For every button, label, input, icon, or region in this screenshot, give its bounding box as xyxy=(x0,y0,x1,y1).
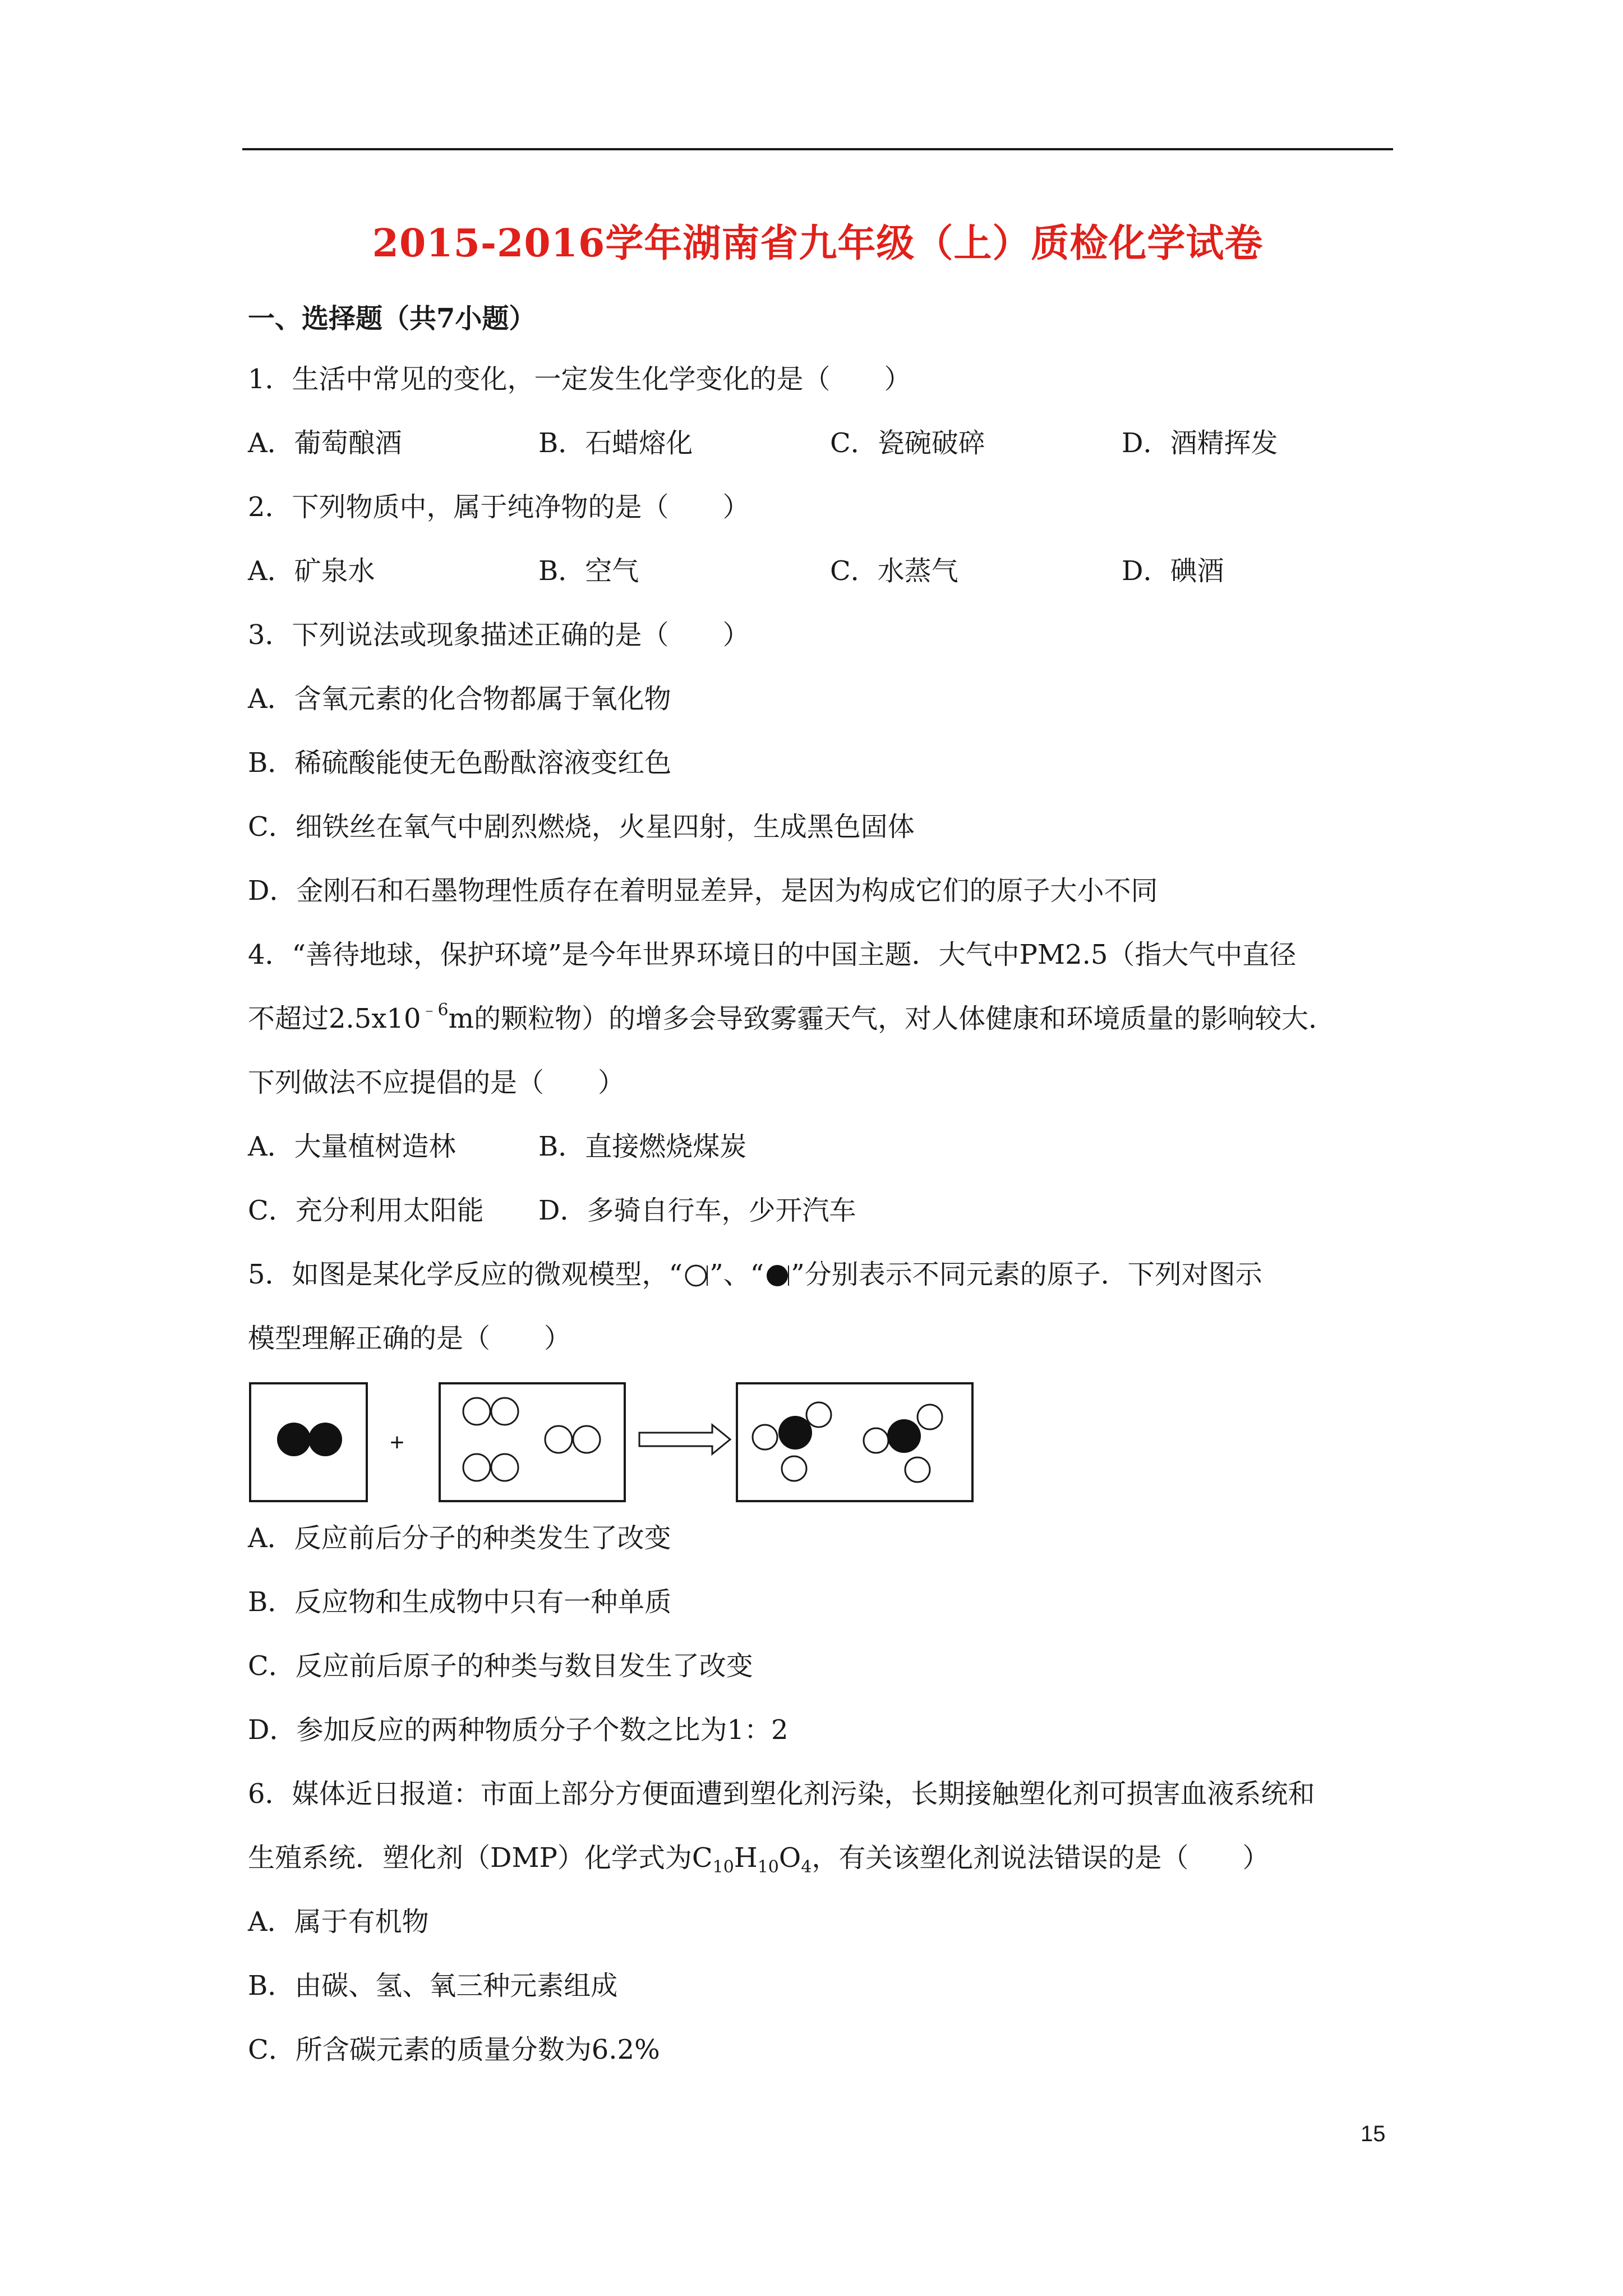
white-atom xyxy=(573,1426,600,1453)
q6-option-a: A．属于有机物 xyxy=(248,1906,429,1938)
q1-stem: 1．生活中常见的变化，一定发生化学变化的是（ ） xyxy=(248,364,911,395)
q6-option-c: C．所含碳元素的质量分数为6.2% xyxy=(248,2034,660,2065)
reaction-diagram xyxy=(247,1374,976,1503)
white-atom xyxy=(463,1398,490,1425)
q3-option-b: B．稀硫酸能使无色酚酞溶液变红色 xyxy=(248,747,672,779)
black-atom-icon xyxy=(765,1263,790,1288)
page-number: 15 xyxy=(1361,2122,1386,2146)
q3-option-d: D．金刚石和石墨物理性质存在着明显差异，是因为构成它们的原子大小不同 xyxy=(248,875,1158,907)
q1-option-d: D．酒精挥发 xyxy=(1122,427,1278,459)
q6-stem-line1: 6．媒体近日报道：市面上部分方便面遭到塑化剂污染，长期接触塑化剂可损害血液系统和 xyxy=(248,1778,1315,1810)
oxygen-subscript: 4 xyxy=(801,1857,812,1877)
header-rule xyxy=(242,148,1393,150)
q4-option-a: A．大量植树造林 xyxy=(248,1131,456,1162)
white-atom xyxy=(491,1454,518,1481)
q2-option-a: A．矿泉水 xyxy=(248,555,375,587)
q6-line2-post: ，有关该塑化剂说法错误的是（ ） xyxy=(811,1842,1270,1874)
q5-line1-b: ”、“ xyxy=(709,1259,764,1290)
q4-line2-post: m的颗粒物）的增多会导致雾霾天气，对人体健康和环境质量的影响较大． xyxy=(448,1003,1336,1034)
hydrogen-symbol: H xyxy=(734,1842,758,1874)
q5-option-c: C．反应前后原子的种类与数目发生了改变 xyxy=(248,1650,753,1682)
q5-option-d: D．参加反应的两种物质分子个数之比为1：2 xyxy=(248,1714,789,1746)
hydrogen-subscript: 10 xyxy=(757,1857,779,1877)
black-atom xyxy=(308,1423,342,1456)
q2-stem: 2．下列物质中，属于纯净物的是（ ） xyxy=(248,491,750,523)
q2-option-d: D．碘酒 xyxy=(1122,555,1224,587)
q3-stem: 3．下列说法或现象描述正确的是（ ） xyxy=(248,619,750,651)
white-atom xyxy=(463,1454,490,1481)
black-atom xyxy=(887,1419,921,1453)
q4-option-c: C．充分利用太阳能 xyxy=(248,1195,484,1226)
white-atom xyxy=(905,1457,930,1482)
q5-option-b: B．反应物和生成物中只有一种单质 xyxy=(248,1586,672,1618)
q1-option-b: B．石蜡熔化 xyxy=(538,427,693,459)
white-atom xyxy=(782,1456,806,1481)
black-atom xyxy=(277,1423,311,1456)
q4-stem-line1: 4．“善待地球，保护环境”是今年世界环境日的中国主题．大气中PM2.5（指大气中直径 xyxy=(248,939,1297,970)
q4-exponent: ﹣6 xyxy=(421,1000,449,1020)
q4-stem-line2 xyxy=(248,1002,1335,1036)
reaction-arrow xyxy=(639,1425,730,1454)
q4-line2-pre: 不超过2.5x10 xyxy=(248,1003,421,1034)
white-atom xyxy=(917,1405,942,1429)
white-atom xyxy=(545,1426,572,1453)
q5-option-a: A．反应前后分子的种类发生了改变 xyxy=(248,1522,671,1554)
q3-option-a: A．含氧元素的化合物都属于氧化物 xyxy=(248,683,671,715)
q6-stem-line2 xyxy=(248,1841,1269,1875)
q2-option-c: C．水蒸气 xyxy=(830,555,958,587)
q5-stem-line1 xyxy=(248,1258,1262,1291)
q4-option-d: D．多骑自行车，少开汽车 xyxy=(538,1195,856,1226)
q5-line1-c: ”分别表示不同元素的原子．下列对图示 xyxy=(791,1259,1262,1290)
q5-stem-line2: 模型理解正确的是（ ） xyxy=(248,1323,571,1354)
q1-option-a: A．葡萄酿酒 xyxy=(248,427,402,459)
section-heading: 一、选择题（共7小题） xyxy=(248,303,536,334)
white-atom xyxy=(806,1402,831,1427)
white-atom xyxy=(864,1428,888,1453)
q3-option-c: C．细铁丝在氧气中剧烈燃烧，火星四射，生成黑色固体 xyxy=(248,811,915,843)
q6-line2-pre: 生殖系统．塑化剂（DMP）化学式为C xyxy=(248,1842,713,1874)
black-atom xyxy=(778,1416,812,1450)
q2-option-b: B．空气 xyxy=(538,555,639,587)
white-atom xyxy=(753,1425,777,1450)
q5-line1-a: 5．如图是某化学反应的微观模型，“ xyxy=(248,1259,683,1290)
oxygen-symbol: O xyxy=(778,1842,801,1874)
carbon-subscript: 10 xyxy=(712,1857,734,1877)
plus-sign: + xyxy=(390,1429,404,1456)
page-title: 2015-2016学年湖南省九年级（上）质检化学试卷 xyxy=(372,221,1264,266)
q6-option-b: B．由碳、氢、氧三种元素组成 xyxy=(248,1970,618,2001)
white-atom xyxy=(491,1398,518,1425)
q4-option-b: B．直接燃烧煤炭 xyxy=(538,1131,747,1162)
white-atom-icon xyxy=(684,1263,708,1288)
q1-option-c: C．瓷碗破碎 xyxy=(830,427,985,459)
q4-stem-line3: 下列做法不应提倡的是（ ） xyxy=(248,1067,625,1098)
